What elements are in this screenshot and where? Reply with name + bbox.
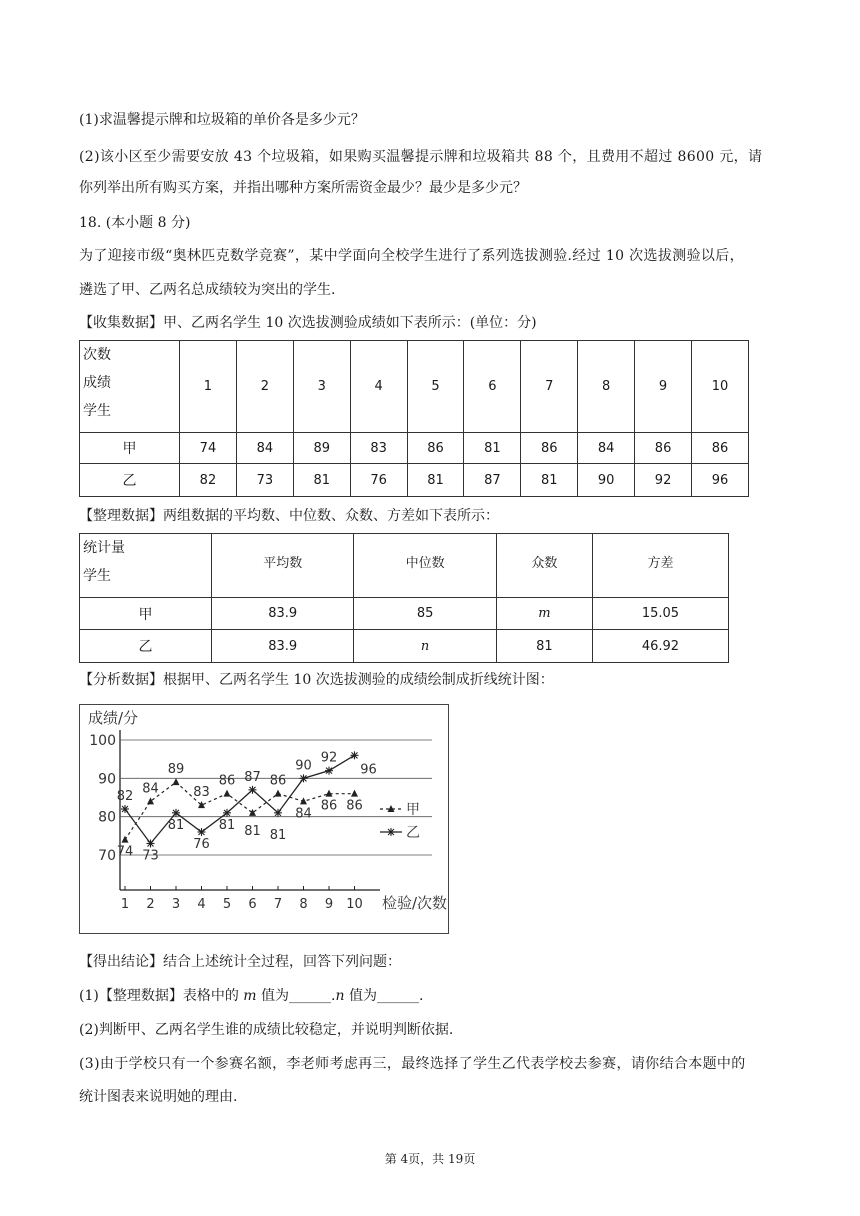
- legend-yi-marker: [387, 828, 395, 836]
- x-tick-label: 3: [171, 897, 181, 912]
- q18-title: 18. (本小题 8 分): [79, 215, 191, 231]
- jia-data-label: 83: [193, 785, 210, 801]
- yi-point: [351, 751, 359, 759]
- jia-data-label: 86: [269, 773, 287, 789]
- scores-table-corner: [80, 341, 180, 433]
- col-header-variance: 方差: [592, 534, 728, 598]
- organize-data-heading: 【整理数据】两组数据的平均数、中位数、众数、方差如下表所示：: [79, 508, 499, 524]
- jia-point: [173, 778, 180, 785]
- jia-point: [275, 790, 282, 797]
- x-tick-label: 4: [197, 897, 206, 912]
- table-cell: 85: [354, 598, 496, 630]
- yi-data-label: 76: [193, 837, 210, 852]
- table-row: [80, 598, 729, 630]
- row-label-jia: 甲: [80, 433, 180, 464]
- table-cell: 86: [635, 433, 692, 464]
- col-header: 2: [236, 341, 293, 433]
- x-tick-label: 7: [273, 897, 283, 912]
- jia-data-label: 84: [295, 806, 312, 822]
- table-cell: 83.9: [212, 630, 354, 663]
- yi-point: [249, 786, 257, 794]
- sub-question-1: [79, 986, 423, 1006]
- yi-point: [325, 767, 333, 775]
- row-label-yi: 乙: [80, 630, 212, 663]
- sub-question-2: (2)判断甲、乙两名学生谁的成绩比较稳定，并说明判断依据.: [79, 1022, 454, 1038]
- sub-q1-text-b: 值为______.: [261, 988, 336, 1004]
- table-cell-n: n: [354, 630, 496, 663]
- table-cell-m: m: [496, 598, 592, 630]
- jia-data-label: 84: [142, 781, 159, 797]
- corner-label-score: 成绩: [83, 375, 111, 391]
- yi-data-label: 73: [142, 848, 159, 864]
- table-row: [80, 433, 749, 464]
- col-header: 5: [407, 341, 464, 433]
- sub-question-3-line2: 统计图表来说明她的理由.: [79, 1089, 238, 1105]
- line-chart-frame: [79, 704, 449, 934]
- y-tick-label: 100: [89, 733, 116, 749]
- yi-data-label: 92: [320, 750, 338, 766]
- yi-point: [274, 809, 282, 817]
- table-cell: 81: [293, 464, 350, 497]
- jia-point: [147, 797, 154, 804]
- legend-yi-label: 乙: [406, 825, 420, 841]
- x-tick-label: 8: [299, 897, 308, 912]
- corner-label-statistic: 统计量: [83, 540, 125, 556]
- x-tick-label: 1: [120, 897, 130, 912]
- q17-part2-line2: 你列举出所有购买方案，并指出哪种方案所需资金最少？最少是多少元？: [79, 180, 527, 196]
- variable-n: n: [335, 988, 345, 1004]
- yi-data-label: 87: [244, 769, 261, 785]
- q18-intro-line2: 遴选了甲、乙两名总成绩较为突出的学生.: [79, 282, 336, 298]
- table-cell: 81: [496, 630, 592, 663]
- col-header: 8: [578, 341, 635, 433]
- x-tick-label: 9: [324, 897, 334, 912]
- yi-data-label: 96: [360, 762, 377, 778]
- q17-part2-line1: (2)该小区至少需要安放 43 个垃圾箱，如果购买温馨提示牌和垃圾箱共 88 个，且费用不超过 8600 元，请: [79, 149, 763, 165]
- table-cell: 96: [692, 464, 749, 497]
- table-cell: 84: [578, 433, 635, 464]
- yi-point: [172, 809, 180, 817]
- table-cell: 86: [692, 433, 749, 464]
- x-axis-label: 检验/次数: [382, 894, 448, 912]
- col-header-median: 中位数: [354, 534, 496, 598]
- table-cell: 82: [180, 464, 237, 497]
- table-row: [80, 464, 749, 497]
- page-footer: 第 4页，共 19页: [384, 1152, 476, 1166]
- jia-point: [224, 790, 231, 797]
- corner-label-student: 学生: [83, 403, 111, 419]
- yi-point: [121, 805, 129, 813]
- yi-point: [300, 774, 308, 782]
- y-tick-label: 70: [98, 848, 116, 864]
- yi-data-label: 82: [116, 789, 134, 804]
- jia-data-label: 86: [218, 773, 236, 789]
- table-cell: 81: [521, 464, 578, 497]
- table-cell: 74: [180, 433, 237, 464]
- q17-part1: (1)求温馨提示牌和垃圾箱的单价各是多少元？: [79, 112, 365, 128]
- col-header: 7: [521, 341, 578, 433]
- jia-data-label: 86: [320, 798, 338, 814]
- jia-data-label: 74: [116, 844, 134, 860]
- sub-q1-text-c: 值为______.: [344, 988, 424, 1004]
- table-cell: 90: [578, 464, 635, 497]
- col-header: 10: [692, 341, 749, 433]
- table-cell: 46.92: [592, 630, 728, 663]
- table-cell: 87: [464, 464, 521, 497]
- table-cell: 81: [464, 433, 521, 464]
- yi-point: [147, 840, 155, 848]
- col-header: 6: [464, 341, 521, 433]
- yi-point: [223, 809, 231, 817]
- jia-point: [249, 809, 256, 816]
- jia-data-label: 89: [167, 762, 185, 778]
- conclusion-heading: 【得出结论】结合上述统计全过程，回答下列问题：: [79, 954, 401, 970]
- table-cell: 84: [236, 433, 293, 464]
- collect-data-heading: 【收集数据】甲、乙两名学生 10 次选拔测验成绩如下表所示：(单位：分): [79, 315, 537, 331]
- corner-label-student: 学生: [83, 568, 111, 584]
- q18-intro-line1: 为了迎接市级“奥林匹克数学竞赛”，某中学面向全校学生进行了系列选拔测验.经过 10 次选拔测验以后，: [79, 248, 744, 264]
- stats-table-corner: [80, 534, 212, 598]
- line-chart: [80, 705, 448, 933]
- col-header: 9: [635, 341, 692, 433]
- yi-data-label: 81: [218, 817, 236, 833]
- yi-data-label: 81: [167, 817, 185, 833]
- table-cell: 92: [635, 464, 692, 497]
- yi-point: [198, 828, 206, 836]
- yi-data-label: 90: [295, 758, 312, 774]
- y-tick-label: 90: [98, 771, 116, 788]
- row-label-jia: 甲: [80, 598, 212, 630]
- variable-m: m: [243, 988, 257, 1004]
- table-cell: 81: [407, 464, 464, 497]
- table-cell: 15.05: [592, 598, 728, 630]
- col-header: 4: [350, 341, 407, 433]
- col-header: 1: [180, 341, 237, 433]
- x-tick-label: 10: [346, 897, 363, 912]
- sub-question-3-line1: (3)由于学校只有一个参赛名额，李老师考虑再三，最终选择了学生乙代表学校去参赛，请你结合本题中的: [79, 1056, 746, 1072]
- table-cell: 83: [350, 433, 407, 464]
- sub-q1-text-a: (1)【整理数据】表格中的: [79, 988, 239, 1004]
- scores-table: [79, 340, 749, 497]
- table-cell: 86: [521, 433, 578, 464]
- col-header: 3: [293, 341, 350, 433]
- table-cell: 83.9: [212, 598, 354, 630]
- x-tick-label: 6: [248, 897, 257, 912]
- jia-point: [351, 790, 358, 797]
- table-cell: 73: [236, 464, 293, 497]
- legend-jia-label: 甲: [406, 802, 420, 818]
- col-header-mean: 平均数: [212, 534, 354, 598]
- yi-data-label: 81: [269, 827, 287, 843]
- analyze-data-heading: 【分析数据】根据甲、乙两名学生 10 次选拔测验的成绩绘制成折线统计图：: [79, 672, 554, 688]
- scores-table-header-row: [80, 341, 749, 433]
- table-cell: 89: [293, 433, 350, 464]
- row-label-yi: 乙: [80, 464, 180, 497]
- table-cell: 86: [407, 433, 464, 464]
- x-tick-label: 5: [222, 897, 232, 912]
- stats-table: [79, 533, 729, 663]
- x-tick-label: 2: [146, 897, 155, 912]
- col-header-mode: 众数: [496, 534, 592, 598]
- jia-data-label: 81: [244, 823, 261, 839]
- y-tick-label: 80: [98, 809, 116, 826]
- table-cell: 76: [350, 464, 407, 497]
- stats-table-header-row: [80, 534, 729, 598]
- jia-data-label: 86: [346, 798, 363, 814]
- table-row: [80, 630, 729, 663]
- corner-label-times: 次数: [83, 347, 111, 363]
- jia-point: [122, 836, 129, 843]
- y-axis-label: 成绩/分: [88, 709, 139, 727]
